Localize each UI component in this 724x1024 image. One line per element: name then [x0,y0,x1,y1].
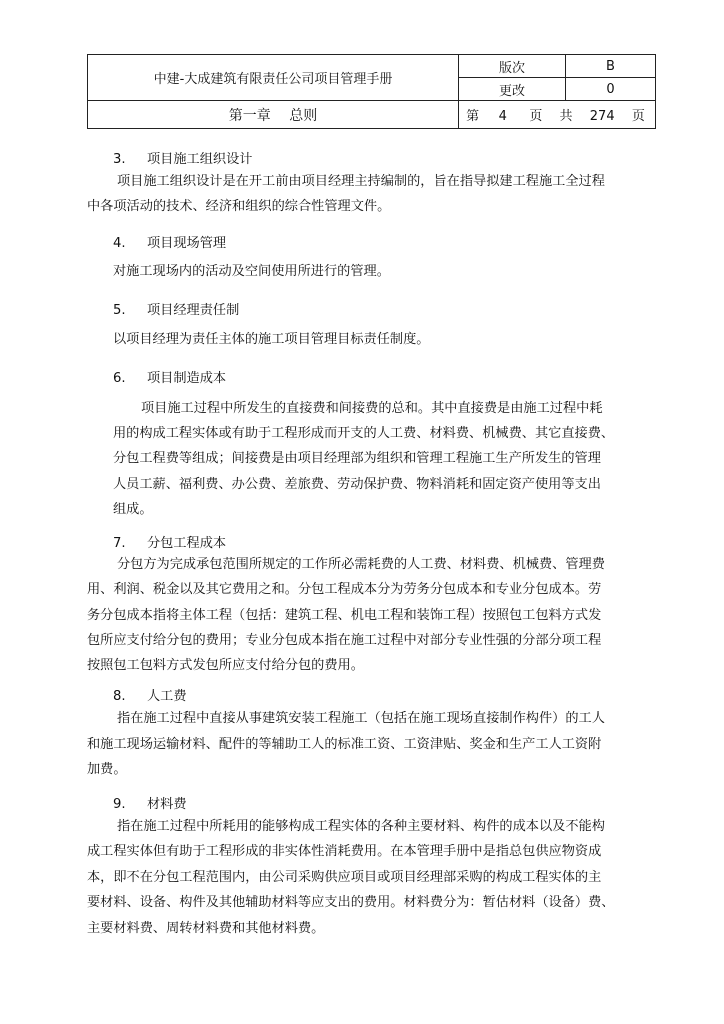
section-heading [113,299,239,318]
section-title: 项目制造成本 [147,371,227,386]
section-title: 项目施工组织设计 [147,152,253,167]
section-heading [113,793,187,812]
section-text [87,170,633,219]
section-text [87,396,659,522]
section-text [87,552,633,678]
text-line: 按照包工包料方式发包所应支付给分包的费用。 [87,658,364,674]
company-title: 中建-大成建筑有限责任公司项目管理手册 [88,55,459,101]
section-title: 分包工程成本 [147,536,227,551]
section-title: 材料费 [147,797,187,812]
text-line: 以项目经理为责任主体的施工项目管理目标责任制度。 [113,332,430,347]
text-line: 分包方为完成承包范围所规定的工作所必需耗费的人工费、材料费、机械费、管理费 [117,557,605,572]
section-title: 人工费 [147,689,187,704]
section-text [87,706,633,783]
section-text [87,814,633,941]
section-number: 8. [113,689,126,704]
section-heading [113,148,253,167]
revision-label: 更改 [459,78,566,101]
text-line: 中各项活动的技术、经济和组织的综合性管理文件。 [87,198,391,214]
text-line: 加费。 [87,762,127,778]
text-line: 对施工现场内的活动及空间使用所进行的管理。 [113,264,390,279]
section-heading [113,367,226,386]
text-line: 指在施工过程中直接从事建筑安装工程施工（包括在施工现场直接制作构件）的工人 [117,711,605,726]
section-heading [113,685,187,704]
page-word: 页 [529,109,543,124]
chapter-title: 第一章 总则 [88,101,459,129]
text-line: 主要材料费、周转材料费和其他材料费。 [87,920,325,936]
version-value: B [566,55,656,78]
text-line: 要材料、设备、构件及其他辅助材料等应支出的费用。材料费分为：暂估材料（设备）费、 [87,895,615,911]
section-number: 6. [113,371,126,386]
text-line: 组成。 [113,501,153,517]
text-line: 成工程实体但有助于工程形成的非实体性消耗费用。在本管理手册中是指总包供应物资成 [87,844,602,860]
text-line: 分包工程费等组成；间接费是由项目经理部为组织和管理工程施工生产所发生的管理 [113,451,601,467]
text-line: 项目施工组织设计是在开工前由项目经理主持编制的，旨在指导拟建工程施工全过程 [117,174,605,189]
total-pages: 274 [589,109,615,124]
revision-value: 0 [566,78,656,101]
text-line: 本，即不在分包工程范围内，由公司采购供应项目或项目经理部采购的构成工程实体的主 [87,869,602,885]
section-heading [113,232,226,251]
section-title: 项目经理责任制 [147,303,240,318]
total-word: 页 [631,109,645,124]
page-info [459,101,656,129]
section-number: 4. [113,236,126,251]
section-heading [113,532,226,551]
section-title: 项目现场管理 [147,236,227,251]
text-line: 用的构成工程实体或有助于工程形成而开支的人工费、材料费、机械费、其它直接费、 [113,426,615,442]
total-prefix: 共 [559,109,573,124]
header-table [87,54,656,129]
page-number: 4 [498,109,507,124]
text-line: 指在施工过程中所耗用的能够构成工程实体的各种主要材料、构件的成本以及不能构 [117,819,605,834]
text-line: 务分包成本指将主体工程（包括：建筑工程、机电工程和装饰工程）按照包工包料方式发 [87,607,602,623]
version-label: 版次 [459,55,566,78]
text-line: 包所应支付给分包的费用；专业分包成本指在施工过程中对部分专业性强的分部分项工程 [87,632,602,648]
text-line: 人员工薪、福利费、办公费、差旅费、劳动保护费、物料消耗和固定资产使用等支出 [113,476,601,492]
section-text [87,260,659,285]
section-number: 9. [113,797,126,812]
text-line: 用、利润、税金以及其它费用之和。分包工程成本分为劳务分包成本和专业分包成本。劳 [87,582,602,598]
section-number: 3. [113,152,126,167]
section-number: 7. [113,536,126,551]
text-line: 和施工现场运输材料、配件的等辅助工人的标准工资、工资津贴、奖金和生产工人工资附 [87,736,602,752]
text-line: 项目施工过程中所发生的直接费和间接费的总和。其中直接费是由施工过程中耗 [141,401,603,416]
section-text [87,328,659,353]
section-number: 5. [113,303,126,318]
page-prefix: 第 [466,109,480,124]
